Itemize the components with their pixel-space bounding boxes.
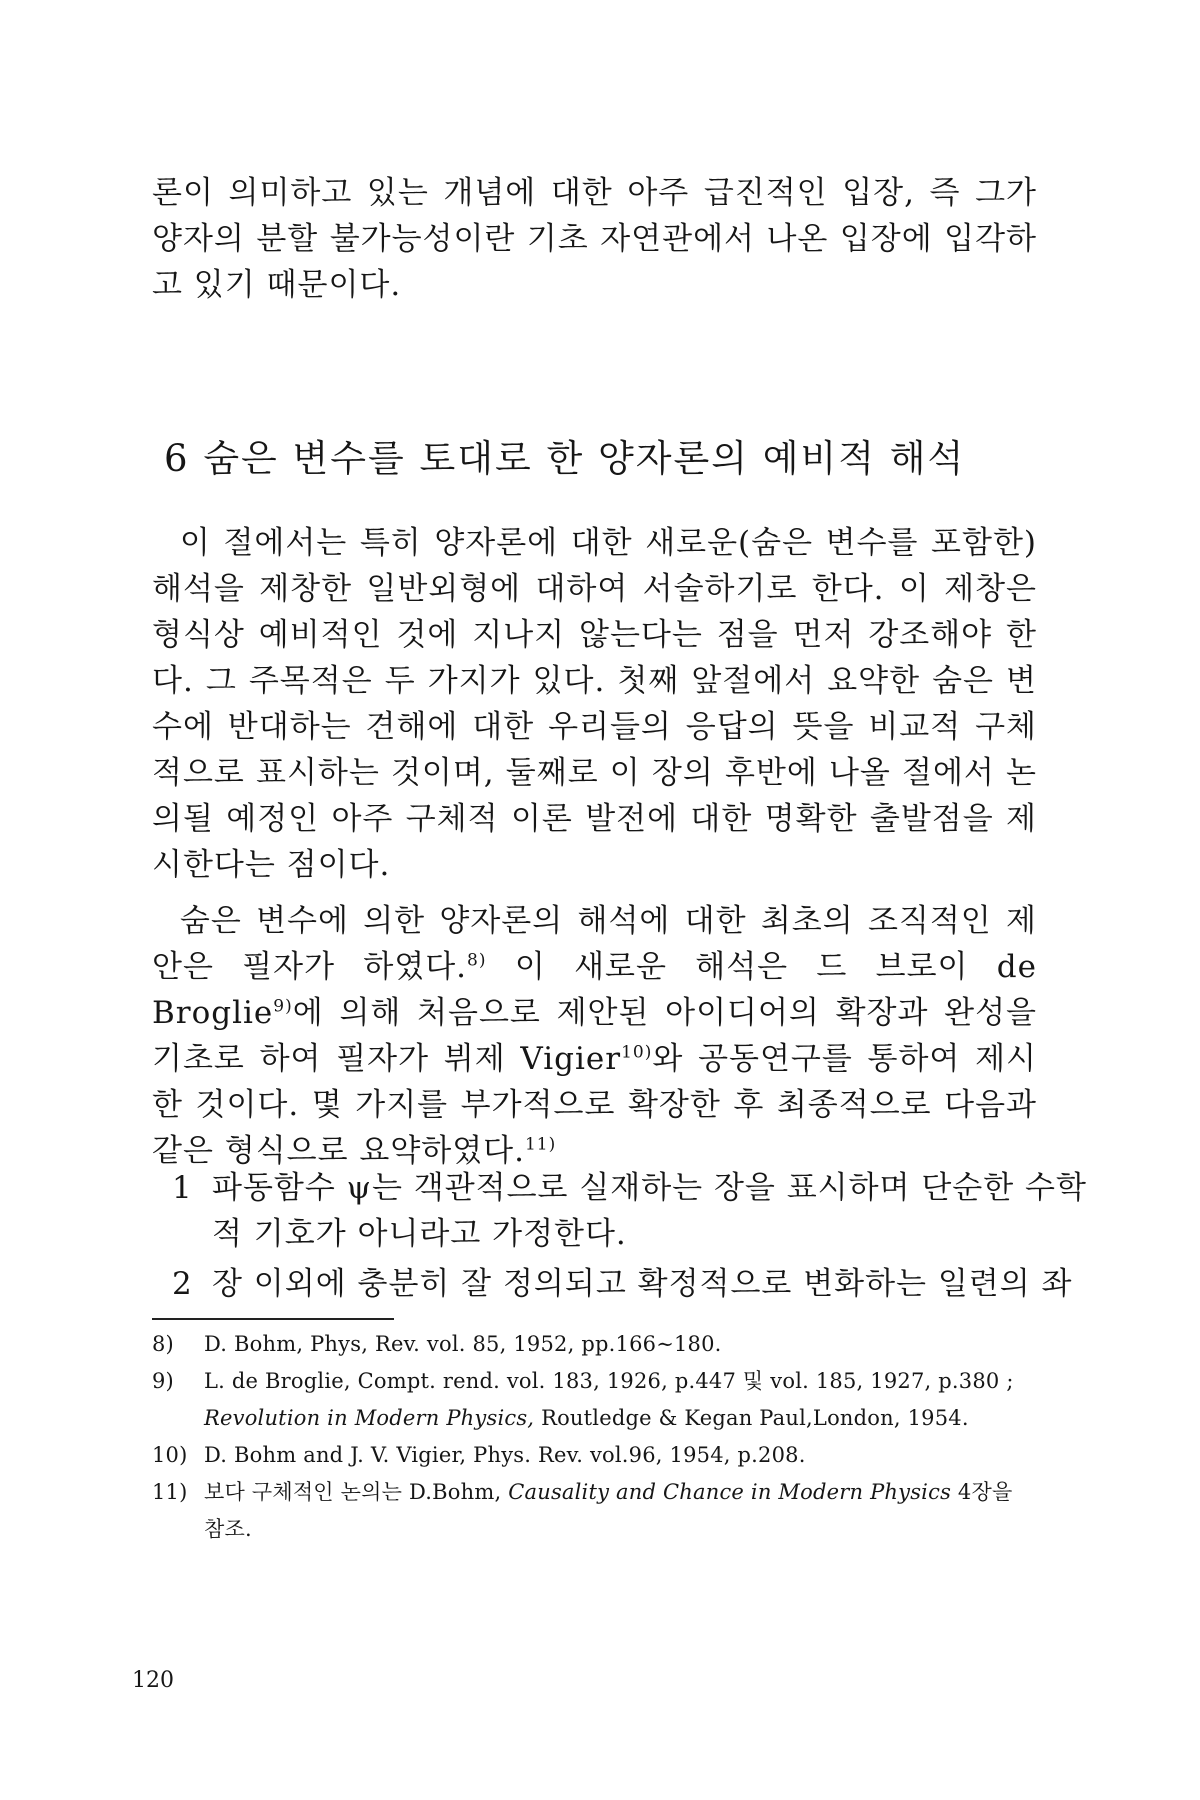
item-text-line-1: 파동함수 ψ는 객관적으로 실재하는 장을 표시하며 단순한 수학 xyxy=(212,1170,1087,1206)
footnotes xyxy=(152,1326,1037,1548)
section-paragraph-2 xyxy=(152,898,1037,1174)
footnote-label: 11) xyxy=(152,1480,188,1504)
item-number: 2 xyxy=(172,1266,193,1302)
paragraph-2-text-2: 이 새로운 해석은 드 브로이 de Broglie xyxy=(152,949,1037,1031)
section-number: 6 xyxy=(164,437,190,480)
footnote-text: L. de Broglie, Compt. rend. vol. 183, 1926, p.447 및 vol. 185, 1927, p.380 ; xyxy=(204,1369,1014,1393)
footnote-ref-10: 10) xyxy=(621,1042,653,1063)
footnote-text: 4장을 참조. xyxy=(204,1480,1013,1541)
item-number: 1 xyxy=(172,1170,193,1206)
item-text-line-2: 적 기호가 아니라고 가정한다. xyxy=(212,1216,627,1252)
section-paragraph-1: 이 절에서는 특히 양자론에 대한 새로운(숨은 변수를 포함한) 해석을 제창한 일반외형에 대하여 서술하기로 한다. 이 제창은 형식상 예비적인 것에 지나지 않는다는 점을 먼저 강조해야 한다. 그 주목적은 두 가지가 있다. 첫째 앞절에서 요약한 숨은 변수에 반대하는 견해에 대한 우리들의 응답의 뜻을 비교적 구체적으로 표시하는 것이며, 둘째로 이 장의 후반에 나올 절에서 논의될 예정인 아주 구체적 이론 발전에 대한 명확한 출발점을 제시한다는 점이다. xyxy=(152,525,1037,883)
paragraph-2-text-4: 와 공동연구를 통하여 제시한 것이다. 몇 가지를 부가적으로 확장한 후 최종적으로 다음과 같은 형식으로 요약하였다. xyxy=(152,1041,1038,1169)
footnote-10 xyxy=(152,1437,1037,1474)
paragraph-2-text-1: 숨은 변수에 의한 양자론의 해석에 대한 최초의 조직적인 제안은 필자가 하였다. xyxy=(152,903,1037,985)
numbered-item xyxy=(152,1165,1087,1257)
footnote-ref-8: 8) xyxy=(467,950,487,971)
footnote-label: 8) xyxy=(152,1332,174,1356)
footnote-ref-11: 11) xyxy=(524,1134,557,1155)
section-heading xyxy=(164,428,965,482)
numbered-list xyxy=(152,1165,1087,1311)
footnote-text: Routledge & Kegan Paul,London, 1954. xyxy=(534,1406,969,1430)
footnote-8 xyxy=(152,1326,1037,1363)
paragraph-2-text-3: 에 의해 처음으로 제안된 아이디어의 확장과 완성을 기초로 하여 필자가 뷔제 Vigier xyxy=(152,995,1037,1077)
footnote-book-title: Causality and Chance in Modern Physics xyxy=(508,1480,952,1504)
footnote-book-title: Revolution in Modern Physics, xyxy=(204,1406,535,1430)
footnote-divider xyxy=(152,1318,394,1320)
footnote-11 xyxy=(152,1474,1037,1548)
footnote-9 xyxy=(152,1363,1037,1437)
footnote-label: 9) xyxy=(152,1369,174,1393)
item-text-line-1: 장 이외에 충분히 잘 정의되고 확정적으로 변화하는 일련의 좌 xyxy=(212,1266,1073,1302)
footnote-text: D. Bohm and J. V. Vigier, Phys. Rev. vol.96, 1954, p.208. xyxy=(204,1443,806,1467)
numbered-item xyxy=(152,1261,1073,1307)
intro-paragraph: 론이 의미하고 있는 개념에 대한 아주 급진적인 입장, 즉 그가 양자의 분할 불가능성이란 기초 자연관에서 나온 입장에 입각하고 있기 때문이다. xyxy=(152,175,1037,303)
section-title: 숨은 변수를 토대로 한 양자론의 예비적 해석 xyxy=(203,437,966,480)
footnote-text: 보다 구체적인 논의는 D.Bohm, xyxy=(204,1480,509,1504)
page-number: 120 xyxy=(132,1668,174,1693)
footnote-text: D. Bohm, Phys, Rev. vol. 85, 1952, pp.166∼180. xyxy=(204,1332,722,1356)
footnote-ref-9: 9) xyxy=(273,996,293,1017)
footnote-label: 10) xyxy=(152,1443,188,1467)
